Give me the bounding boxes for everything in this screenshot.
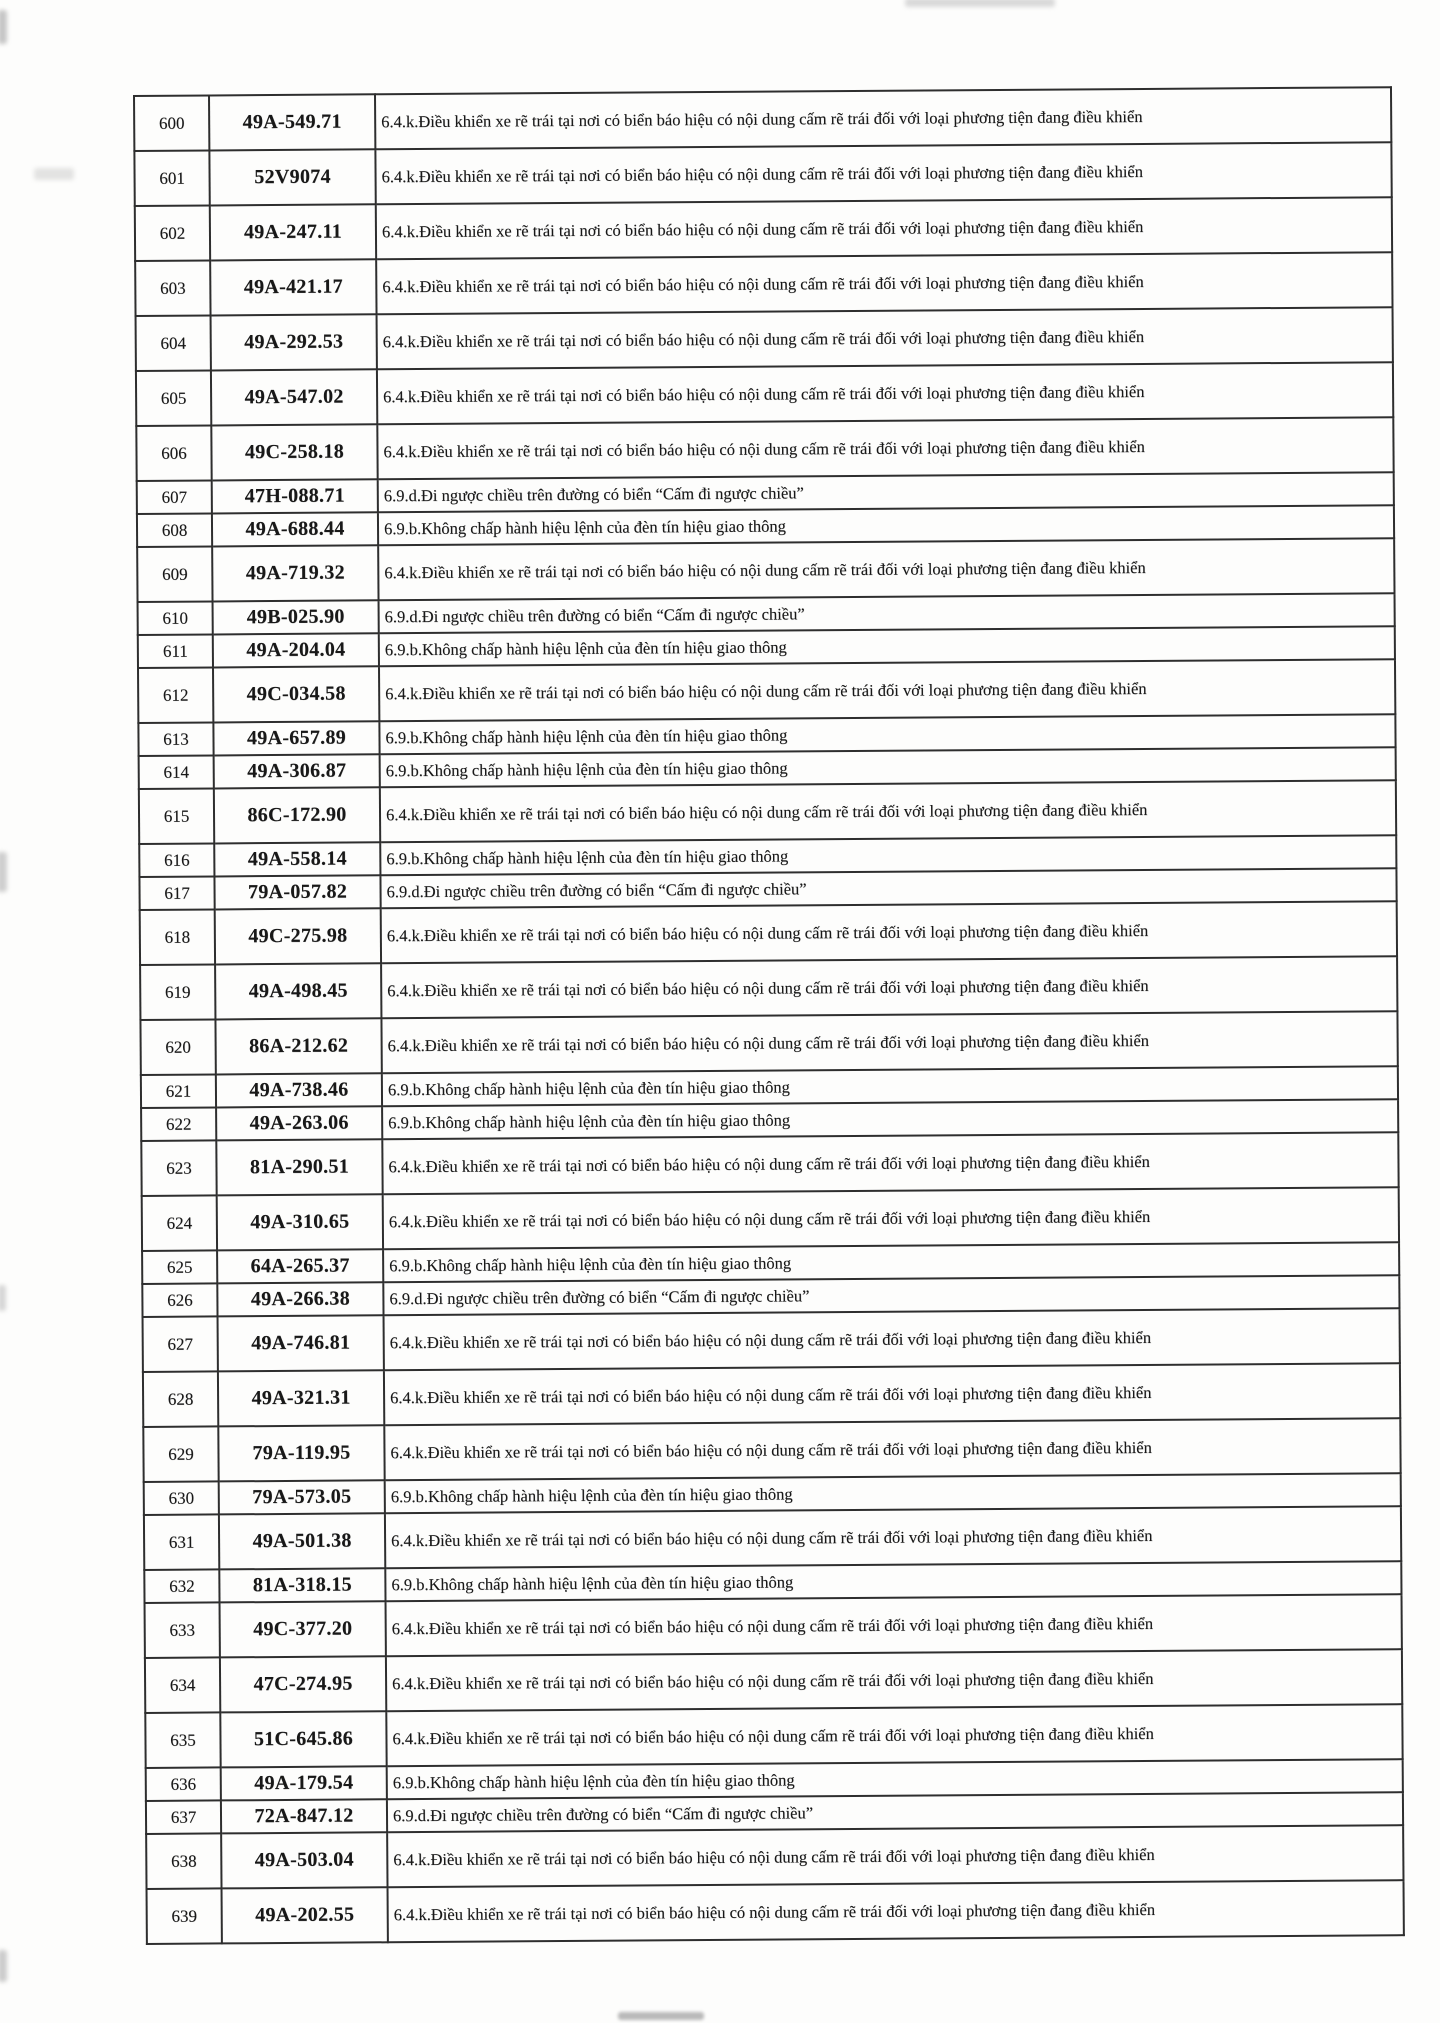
license-plate: 81A-290.51 xyxy=(216,1139,382,1195)
license-plate: 86C-172.90 xyxy=(214,787,380,843)
license-plate: 47H-088.71 xyxy=(212,479,378,513)
table-row xyxy=(145,1649,1402,1713)
license-plate: 49A-292.53 xyxy=(211,314,377,370)
license-plate: 49A-204.04 xyxy=(213,633,379,667)
license-plate: 49A-310.65 xyxy=(217,1194,383,1250)
row-number: 605 xyxy=(136,370,211,426)
row-number: 632 xyxy=(144,1569,219,1603)
row-number: 603 xyxy=(135,260,210,316)
table-row xyxy=(134,87,1391,151)
license-plate: 79A-119.95 xyxy=(218,1425,384,1481)
table-row xyxy=(143,1308,1400,1372)
violation-description: 6.9.b.Không chấp hành hiệu lệnh của đèn tín hiệu giao thông xyxy=(385,1473,1401,1513)
license-plate: 49A-738.46 xyxy=(216,1073,382,1107)
license-plate: 79A-057.82 xyxy=(214,875,380,909)
table-row xyxy=(143,1418,1400,1482)
violation-description: 6.9.b.Không chấp hành hiệu lệnh của đèn tín hiệu giao thông xyxy=(378,505,1394,545)
table-row xyxy=(147,1880,1404,1944)
row-number: 634 xyxy=(145,1657,220,1713)
license-plate: 52V9074 xyxy=(209,149,375,205)
violation-description: 6.9.b.Không chấp hành hiệu lệnh của đèn tín hiệu giao thông xyxy=(382,1099,1398,1139)
row-number: 614 xyxy=(139,755,214,789)
table-row xyxy=(142,1187,1399,1251)
violations-table xyxy=(133,86,1405,1945)
violation-description: 6.4.k.Điều khiển xe rẽ trái tại nơi có biển báo hiệu có nội dung cấm rẽ trái đối với loại phương tiện đang điều khiển xyxy=(386,1649,1402,1711)
scan-artifact xyxy=(34,168,74,180)
table-row xyxy=(143,1363,1400,1427)
violation-description: 6.9.b.Không chấp hành hiệu lệnh của đèn tín hiệu giao thông xyxy=(379,714,1395,754)
row-number: 635 xyxy=(145,1712,220,1768)
violation-description: 6.4.k.Điều khiển xe rẽ trái tại nơi có biển báo hiệu có nội dung cấm rẽ trái đối với loại phương tiện đang điều khiển xyxy=(376,252,1392,314)
scan-artifact xyxy=(0,1950,7,1982)
row-number: 633 xyxy=(145,1602,220,1658)
violation-description: 6.4.k.Điều khiển xe rẽ trái tại nơi có biển báo hiệu có nội dung cấm rẽ trái đối với loại phương tiện đang điều khiển xyxy=(377,307,1393,369)
row-number: 636 xyxy=(146,1767,221,1801)
table-row xyxy=(136,362,1393,426)
row-number: 630 xyxy=(144,1481,219,1515)
row-number: 606 xyxy=(136,425,211,481)
row-number: 622 xyxy=(141,1107,216,1141)
violation-description: 6.4.k.Điều khiển xe rẽ trái tại nơi có biển báo hiệu có nội dung cấm rẽ trái đối với loại phương tiện đang điều khiển xyxy=(375,142,1391,204)
row-number: 625 xyxy=(142,1250,217,1284)
table-row xyxy=(146,1825,1403,1889)
row-number: 601 xyxy=(134,150,209,206)
violation-description: 6.4.k.Điều khiển xe rẽ trái tại nơi có biển báo hiệu có nội dung cấm rẽ trái đối với loại phương tiện đang điều khiển xyxy=(377,362,1393,424)
license-plate: 64A-265.37 xyxy=(217,1249,383,1283)
violation-description: 6.4.k.Điều khiển xe rẽ trái tại nơi có biển báo hiệu có nội dung cấm rẽ trái đối với loại phương tiện đang điều khiển xyxy=(381,956,1397,1018)
license-plate: 49A-558.14 xyxy=(214,842,380,876)
violation-description: 6.4.k.Điều khiển xe rẽ trái tại nơi có biển báo hiệu có nội dung cấm rẽ trái đối với loại phương tiện đang điều khiển xyxy=(383,1187,1399,1249)
license-plate: 49A-719.32 xyxy=(212,545,378,601)
violation-description: 6.4.k.Điều khiển xe rẽ trái tại nơi có biển báo hiệu có nội dung cấm rẽ trái đối với loại phương tiện đang điều khiển xyxy=(382,1132,1398,1194)
row-number: 611 xyxy=(138,634,213,668)
violation-description: 6.9.d.Đi ngược chiều trên đường có biển “Cấm đi ngược chiều” xyxy=(387,1792,1403,1832)
table-row xyxy=(135,197,1392,261)
row-number: 600 xyxy=(134,95,209,151)
violation-description: 6.4.k.Điều khiển xe rẽ trái tại nơi có biển báo hiệu có nội dung cấm rẽ trái đối với loại phương tiện đang điều khiển xyxy=(386,1704,1402,1766)
table-row xyxy=(140,956,1397,1020)
license-plate: 49A-503.04 xyxy=(221,1832,387,1888)
row-number: 627 xyxy=(143,1316,218,1372)
license-plate: 49A-321.31 xyxy=(218,1370,384,1426)
row-number: 621 xyxy=(141,1074,216,1108)
row-number: 639 xyxy=(147,1888,222,1944)
violation-description: 6.4.k.Điều khiển xe rẽ trái tại nơi có biển báo hiệu có nội dung cấm rẽ trái đối với loại phương tiện đang điều khiển xyxy=(388,1880,1404,1942)
violation-description: 6.9.b.Không chấp hành hiệu lệnh của đèn tín hiệu giao thông xyxy=(387,1759,1403,1799)
license-plate: 49A-247.11 xyxy=(210,204,376,260)
license-plate: 49A-688.44 xyxy=(212,512,378,546)
table-row xyxy=(144,1506,1401,1570)
table-row xyxy=(145,1704,1402,1768)
license-plate: 51C-645.86 xyxy=(220,1711,386,1767)
license-plate: 81A-318.15 xyxy=(219,1568,385,1602)
violation-description: 6.9.b.Không chấp hành hiệu lệnh của đèn tín hiệu giao thông xyxy=(380,747,1396,787)
table-row xyxy=(139,780,1396,844)
license-plate: 49A-549.71 xyxy=(209,94,375,150)
row-number: 623 xyxy=(141,1140,216,1196)
violation-description: 6.4.k.Điều khiển xe rẽ trái tại nơi có biển báo hiệu có nội dung cấm rẽ trái đối với loại phương tiện đang điều khiển xyxy=(380,780,1396,842)
license-plate: 49B-025.90 xyxy=(213,600,379,634)
violation-description: 6.4.k.Điều khiển xe rẽ trái tại nơi có biển báo hiệu có nội dung cấm rẽ trái đối với loại phương tiện đang điều khiển xyxy=(375,87,1391,149)
row-number: 624 xyxy=(142,1195,217,1251)
violation-description: 6.4.k.Điều khiển xe rẽ trái tại nơi có biển báo hiệu có nội dung cấm rẽ trái đối với loại phương tiện đang điều khiển xyxy=(387,1825,1403,1887)
row-number: 610 xyxy=(138,601,213,635)
license-plate: 49A-263.06 xyxy=(216,1106,382,1140)
violation-description: 6.9.d.Đi ngược chiều trên đường có biển “Cấm đi ngược chiều” xyxy=(383,1275,1399,1315)
row-number: 637 xyxy=(146,1800,221,1834)
row-number: 619 xyxy=(140,964,215,1020)
table-row xyxy=(145,1594,1402,1658)
license-plate: 49A-306.87 xyxy=(214,754,380,788)
violation-description: 6.9.b.Không chấp hành hiệu lệnh của đèn tín hiệu giao thông xyxy=(383,1242,1399,1282)
row-number: 629 xyxy=(143,1426,218,1482)
row-number: 626 xyxy=(142,1283,217,1317)
table-row xyxy=(135,252,1392,316)
table-row xyxy=(140,901,1397,965)
violation-description: 6.9.b.Không chấp hành hiệu lệnh của đèn tín hiệu giao thông xyxy=(382,1066,1398,1106)
violation-description: 6.4.k.Điều khiển xe rẽ trái tại nơi có biển báo hiệu có nội dung cấm rẽ trái đối với loại phương tiện đang điều khiển xyxy=(384,1308,1400,1370)
license-plate: 49A-202.55 xyxy=(222,1887,388,1943)
violation-description: 6.4.k.Điều khiển xe rẽ trái tại nơi có biển báo hiệu có nội dung cấm rẽ trái đối với loại phương tiện đang điều khiển xyxy=(378,538,1394,600)
violation-description: 6.4.k.Điều khiển xe rẽ trái tại nơi có biển báo hiệu có nội dung cấm rẽ trái đối với loại phương tiện đang điều khiển xyxy=(376,197,1392,259)
row-number: 613 xyxy=(138,722,213,756)
violation-description: 6.4.k.Điều khiển xe rẽ trái tại nơi có biển báo hiệu có nội dung cấm rẽ trái đối với loại phương tiện đang điều khiển xyxy=(381,901,1397,963)
table-row xyxy=(136,307,1393,371)
table-row xyxy=(134,142,1391,206)
row-number: 638 xyxy=(146,1833,221,1889)
violation-description: 6.9.b.Không chấp hành hiệu lệnh của đèn tín hiệu giao thông xyxy=(385,1561,1401,1601)
row-number: 615 xyxy=(139,788,214,844)
violation-description: 6.4.k.Điều khiển xe rẽ trái tại nơi có biển báo hiệu có nội dung cấm rẽ trái đối với loại phương tiện đang điều khiển xyxy=(379,659,1395,721)
scan-artifact xyxy=(0,10,7,44)
table-row xyxy=(140,1011,1397,1075)
license-plate: 49A-498.45 xyxy=(215,963,381,1019)
table-row xyxy=(137,538,1394,602)
row-number: 608 xyxy=(137,513,212,547)
violation-description: 6.9.b.Không chấp hành hiệu lệnh của đèn tín hiệu giao thông xyxy=(380,835,1396,875)
table-row xyxy=(138,659,1395,723)
violation-description: 6.9.d.Đi ngược chiều trên đường có biển “Cấm đi ngược chiều” xyxy=(379,593,1395,633)
row-number: 616 xyxy=(139,843,214,877)
violation-description: 6.4.k.Điều khiển xe rẽ trái tại nơi có biển báo hiệu có nội dung cấm rẽ trái đối với loại phương tiện đang điều khiển xyxy=(384,1363,1400,1425)
license-plate: 49A-421.17 xyxy=(210,259,376,315)
row-number: 602 xyxy=(135,205,210,261)
license-plate: 49A-179.54 xyxy=(221,1766,387,1800)
license-plate: 72A-847.12 xyxy=(221,1799,387,1833)
row-number: 617 xyxy=(139,876,214,910)
violation-description: 6.4.k.Điều khiển xe rẽ trái tại nơi có biển báo hiệu có nội dung cấm rẽ trái đối với loại phương tiện đang điều khiển xyxy=(381,1011,1397,1073)
row-number: 631 xyxy=(144,1514,219,1570)
violation-description: 6.9.b.Không chấp hành hiệu lệnh của đèn tín hiệu giao thông xyxy=(379,626,1395,666)
table-row xyxy=(136,417,1393,481)
row-number: 612 xyxy=(138,667,213,723)
scan-artifact xyxy=(905,0,1055,7)
violation-description: 6.9.d.Đi ngược chiều trên đường có biển “Cấm đi ngược chiều” xyxy=(378,472,1394,512)
license-plate: 79A-573.05 xyxy=(219,1480,385,1514)
table-row xyxy=(141,1132,1398,1196)
license-plate: 49C-377.20 xyxy=(220,1601,386,1657)
license-plate: 47C-274.95 xyxy=(220,1656,386,1712)
scan-artifact xyxy=(0,1285,6,1311)
license-plate: 49A-657.89 xyxy=(213,721,379,755)
violation-description: 6.9.d.Đi ngược chiều trên đường có biển “Cấm đi ngược chiều” xyxy=(380,868,1396,908)
license-plate: 49C-034.58 xyxy=(213,666,379,722)
row-number: 604 xyxy=(136,315,211,371)
row-number: 618 xyxy=(140,909,215,965)
license-plate: 86A-212.62 xyxy=(215,1018,381,1074)
scan-artifact xyxy=(618,2012,704,2020)
scan-artifact xyxy=(0,852,7,892)
row-number: 609 xyxy=(137,546,212,602)
violation-description: 6.4.k.Điều khiển xe rẽ trái tại nơi có biển báo hiệu có nội dung cấm rẽ trái đối với loại phương tiện đang điều khiển xyxy=(377,417,1393,479)
violations-table-body xyxy=(134,87,1404,1944)
license-plate: 49A-501.38 xyxy=(219,1513,385,1569)
license-plate: 49C-275.98 xyxy=(215,908,381,964)
violation-description: 6.4.k.Điều khiển xe rẽ trái tại nơi có biển báo hiệu có nội dung cấm rẽ trái đối với loại phương tiện đang điều khiển xyxy=(386,1594,1402,1656)
violation-description: 6.4.k.Điều khiển xe rẽ trái tại nơi có biển báo hiệu có nội dung cấm rẽ trái đối với loại phương tiện đang điều khiển xyxy=(384,1418,1400,1480)
row-number: 620 xyxy=(140,1019,215,1075)
license-plate: 49C-258.18 xyxy=(211,424,377,480)
row-number: 628 xyxy=(143,1371,218,1427)
license-plate: 49A-547.02 xyxy=(211,369,377,425)
row-number: 607 xyxy=(137,480,212,514)
violation-description: 6.4.k.Điều khiển xe rẽ trái tại nơi có biển báo hiệu có nội dung cấm rẽ trái đối với loại phương tiện đang điều khiển xyxy=(385,1506,1401,1568)
license-plate: 49A-266.38 xyxy=(217,1282,383,1316)
license-plate: 49A-746.81 xyxy=(218,1315,384,1371)
